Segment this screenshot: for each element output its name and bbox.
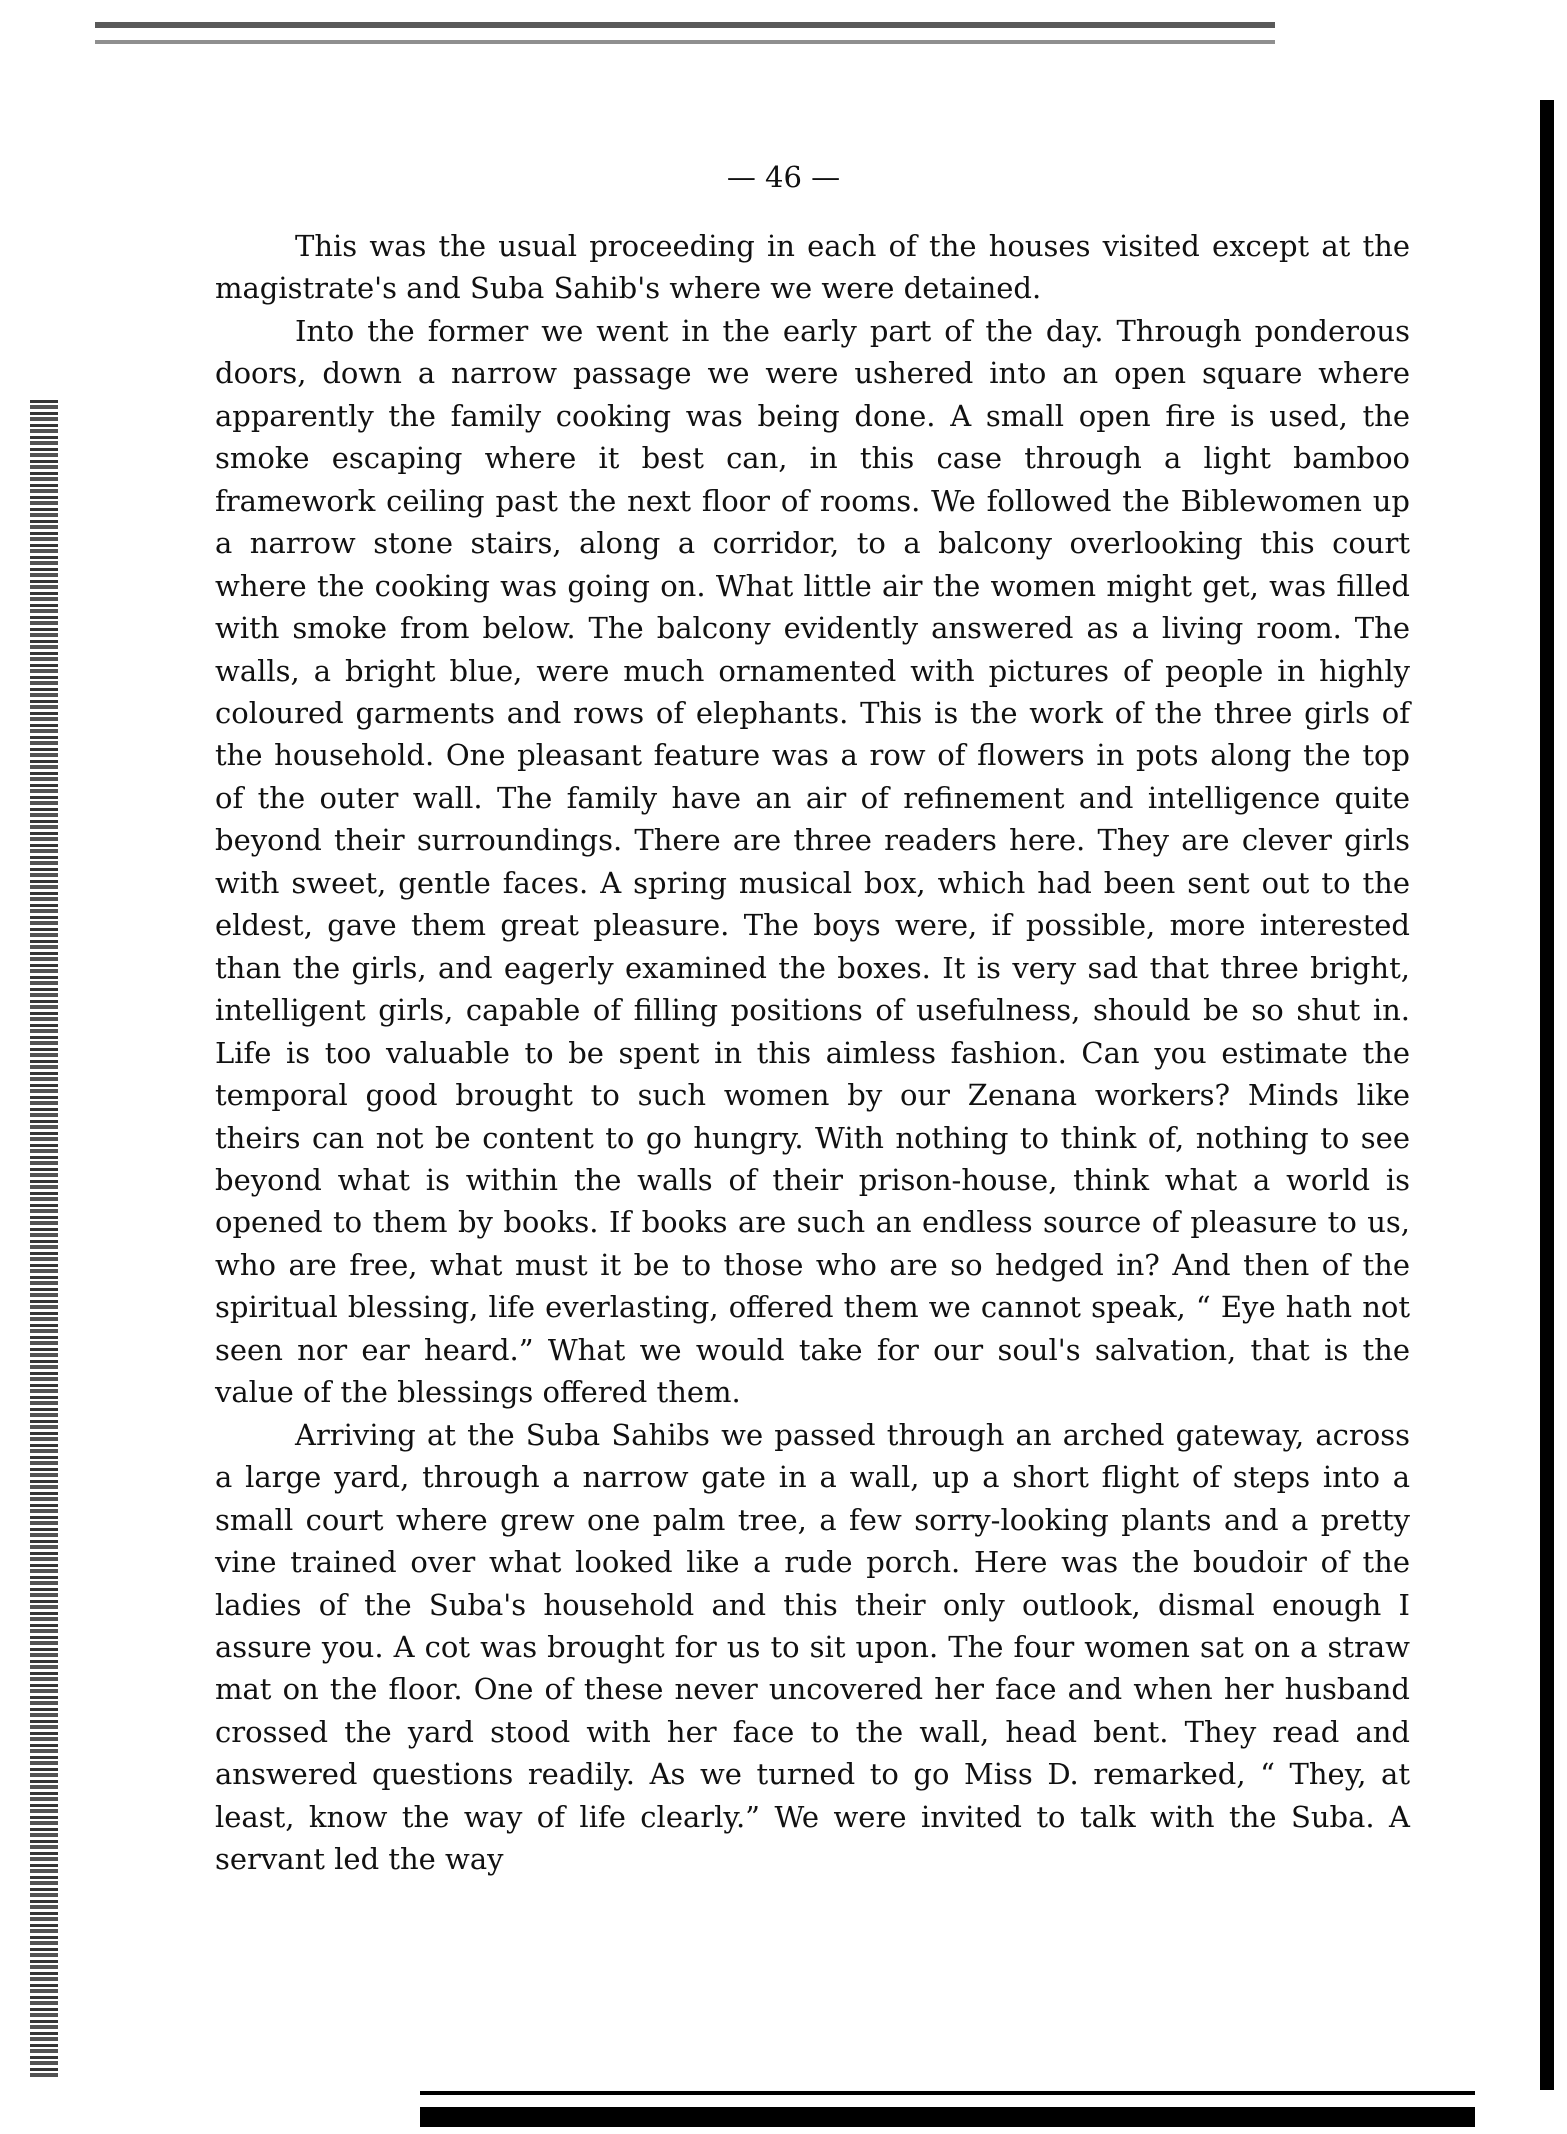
paragraph: Arriving at the Suba Sahibs we passed through an arched gateway, across a large yard, through a narrow gate in a wall, up a short flight of steps into a small court where grew one palm tree, a few sorry-looking plants and a pretty vine trained over what looked like a rude porch. Here was the boudoir of the ladies of the Suba's household and this their only outlook, dismal enough I assure you. A cot was brought for us to sit upon. The four women sat on a straw mat on the floor. One of these never uncovered her face and when her husband crossed the yard stood with her face to the wall, head bent. They read and answered questions readily. As we turned to go Miss D. remarked, “ They, at least, know the way of life clearly.” We were invited to talk with the Suba. A servant led the way — [215, 1417, 1410, 1877]
scan-border-bottom — [420, 2087, 1475, 2127]
scan-edge-left — [30, 400, 58, 2080]
paragraph: Into the former we went in the early part of the day. Through ponderous doors, down a narrow passage we were ushered into an open square where apparently the family cooking was being done. A small open fire is used, the smoke escaping where it best can, in this case through a light bamboo framework ceiling past the next floor of rooms. We followed the Biblewomen up a narrow stone stairs, along a corridor, to a balcony overlooking this court where the cooking was going on. What little air the women might get, was filled with smoke from below. The balcony evidently answered as a living room. The walls, a bright blue, were much ornamented with pictures of people in highly coloured garments and rows of elephants. This is the work of the three girls of the household. One pleasant feature was a row of flowers in pots along the top of the outer wall. The family have an air of refinement and intelligence quite beyond their surroundings. There are three readers here. They are clever girls with sweet, gentle faces. A spring musical box, which had been sent out to the eldest, gave them great pleasure. The boys were, if possible, more interested than the girls, and eagerly examined the boxes. It is very sad that three bright, intelligent girls, capable of filling positions of usefulness, should be so shut in. Life is too valuable to be spent in this aimless fashion. Can you estimate the temporal good brought to such women by our Zenana workers? Minds like theirs can not be content to go hungry. With nothing to think of, nothing to see beyond what is within the walls of their prison-house, think what a world is opened to them by books. If books are such an endless source of pleasure to us, who are free, what must it be to those who are so hedged in? And then of the spiritual blessing, life everlasting, offered them we cannot speak, “ Eye hath not seen nor ear heard.” What we would take for our soul's salvation, that is the value of the blessings offered them. — [215, 313, 1410, 1410]
body-text — [215, 225, 1410, 1881]
scan-edge-right — [1540, 100, 1554, 2090]
paragraph: This was the usual proceeding in each of the houses visited except at the magistrate's and Suba Sahib's where we were detained. — [215, 229, 1410, 306]
scan-border-top-secondary — [95, 40, 1275, 44]
scan-border-top — [95, 22, 1275, 28]
page-number: — 46 — — [726, 160, 841, 194]
